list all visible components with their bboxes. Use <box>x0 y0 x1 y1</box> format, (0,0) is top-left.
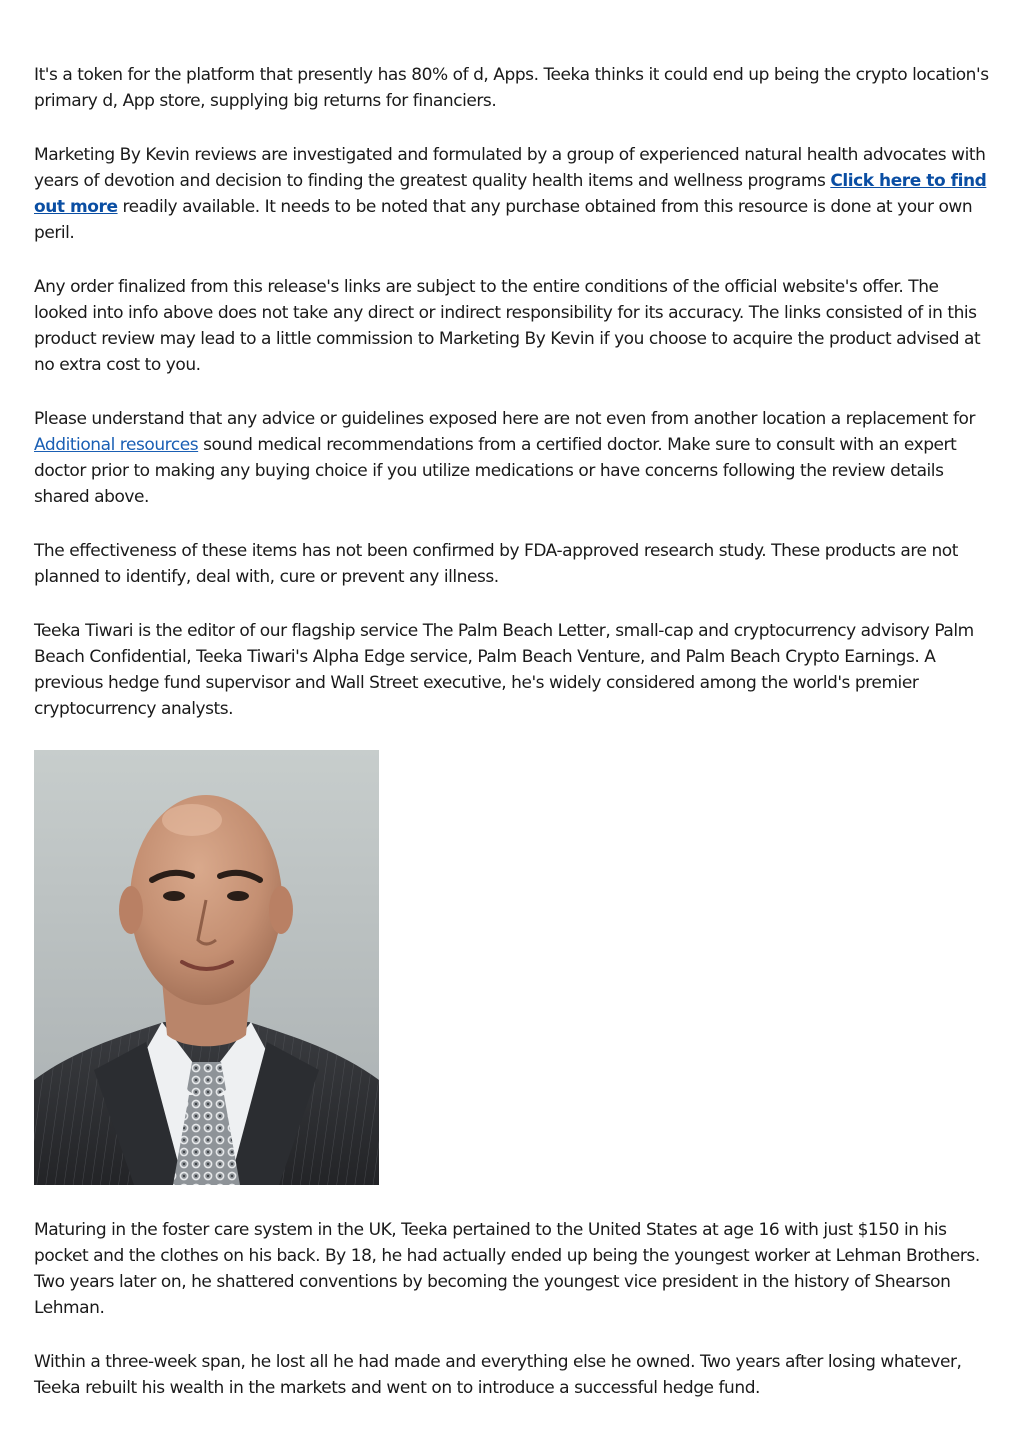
additional-resources-link[interactable]: Additional resources <box>34 435 199 455</box>
paragraph-text: readily available. It needs to be noted that any purchase obtained from this resource is done at your own peril. <box>34 197 973 243</box>
paragraph-medical-advice <box>34 406 990 510</box>
paragraph-order-disclaimer: Any order finalized from this release's links are subject to the entire conditions of the official website's offer. The looked into info above does not take any direct or indirect responsibility for its accuracy. The links consisted of in this product review may lead to a little commission to Marketing By Kevin if you choose to acquire the product advised at no extra cost to you. <box>34 277 981 375</box>
paragraph-fda-disclaimer: The effectiveness of these items has not been confirmed by FDA-approved research study. These products are not planned to identify, deal with, cure or prevent any illness. <box>34 541 958 587</box>
paragraph-teeka-history: Maturing in the foster care system in the UK, Teeka pertained to the United States at age 16 with just $150 in his pocket and the clothes on his back. By 18, he had actually ended up being the youngest worker at Lehman Brothers. Two years later on, he shattered conventions by becoming the youngest vice president in the history of Shearson Lehman. <box>34 1220 980 1318</box>
paragraph-teeka-bio: Teeka Tiwari is the editor of our flagship service The Palm Beach Letter, small-cap and cryptocurrency advisory Palm Beach Confidential, Teeka Tiwari's Alpha Edge service, Palm Beach Venture, and Palm Beach Crypto Earnings. A previous hedge fund supervisor and Wall Street executive, he's widely considered among the world's premier cryptocurrency analysts. <box>34 621 974 719</box>
paragraph-marketing-by-kevin <box>34 142 990 246</box>
article-body <box>34 62 990 1429</box>
portrait-illustration <box>34 750 379 1185</box>
paragraph-token-platform: It's a token for the platform that presently has 80% of d, Apps. Teeka thinks it could end up being the crypto location's primary d, App store, supplying big returns for financiers. <box>34 65 989 111</box>
paragraph-text: sound medical recommendations from a certified doctor. Make sure to consult with an expert doctor prior to making any buying choice if you utilize medications or have concerns following the review details shared above. <box>34 435 957 507</box>
paragraph-teeka-rebuild: Within a three-week span, he lost all he had made and everything else he owned. Two years after losing whatever, Teeka rebuilt his wealth in the markets and went on to introduce a successful hedge fund. <box>34 1352 962 1398</box>
paragraph-text: Please understand that any advice or guidelines exposed here are not even from another location a replacement for <box>34 409 975 429</box>
portrait-photo <box>34 750 379 1185</box>
click-here-link[interactable]: Click here to find out more <box>34 171 987 217</box>
paragraph-text: Marketing By Kevin reviews are investigated and formulated by a group of experienced natural health advocates with years of devotion and decision to finding the greatest quality health items and wellness programs <box>34 145 986 191</box>
